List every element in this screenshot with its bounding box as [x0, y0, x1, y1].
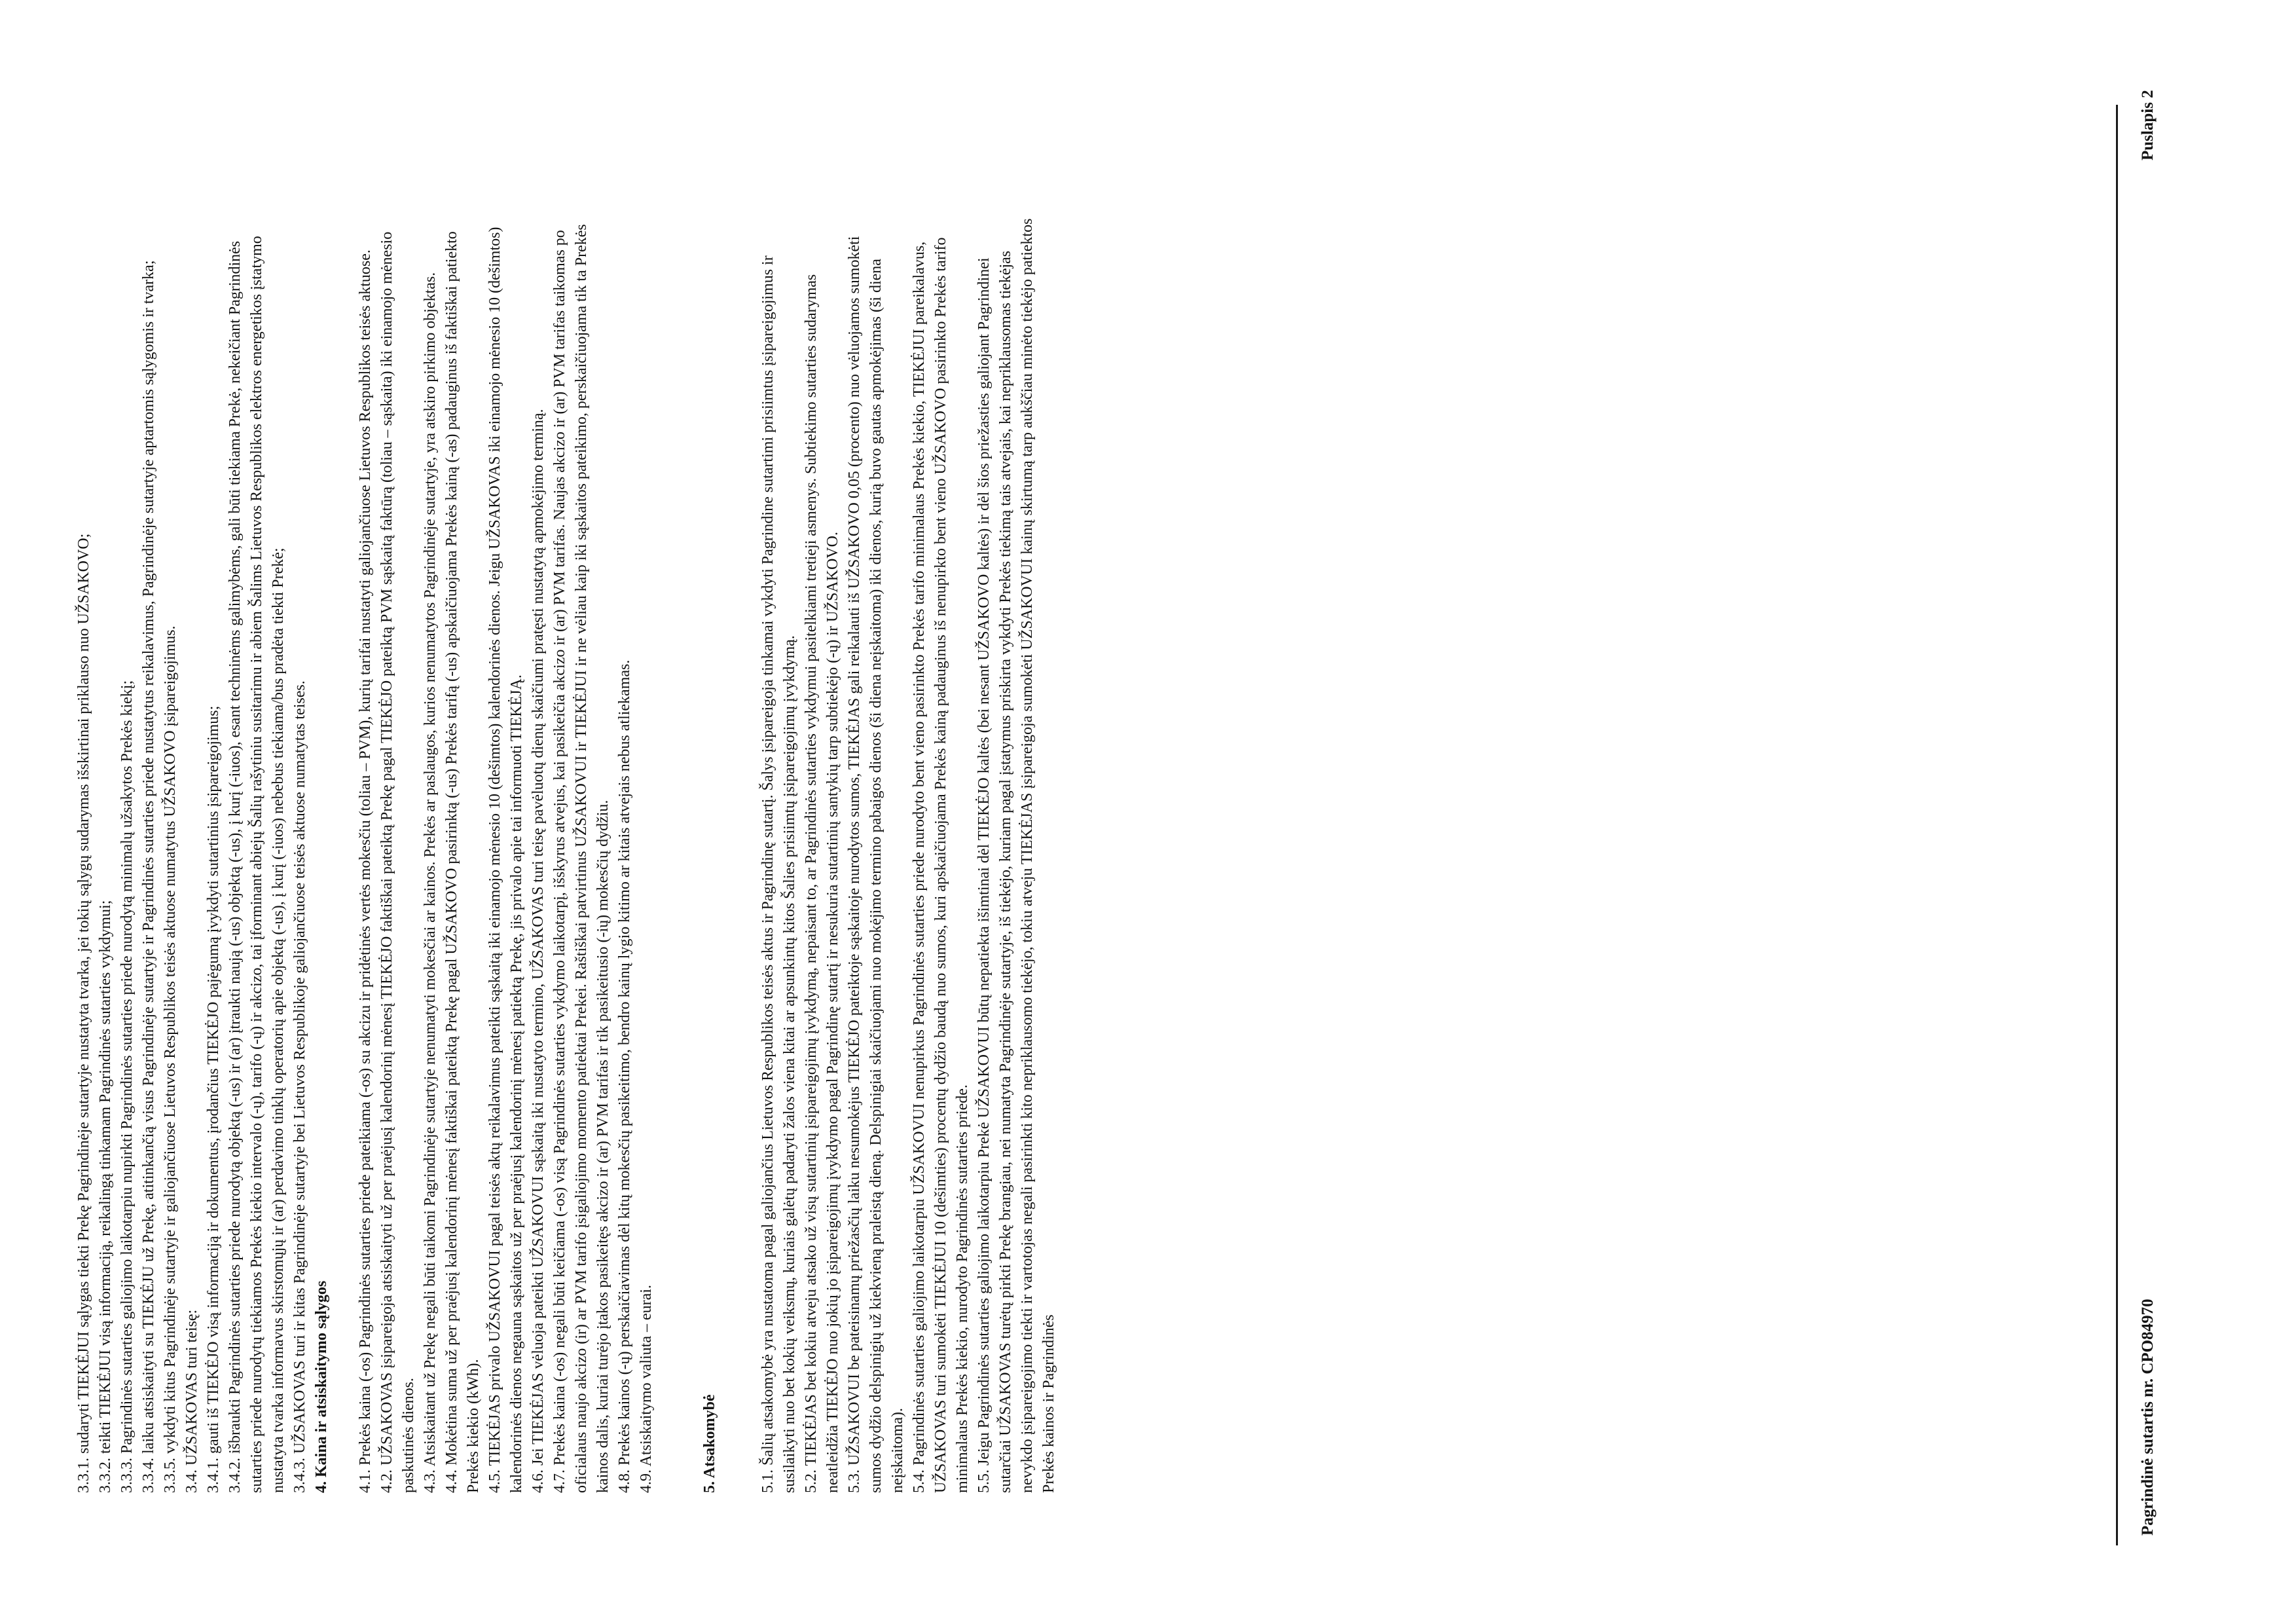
clause-4-5: 4.5. TIEKĖJAS privalo UŽSAKOVUI pagal teisės aktų reikalavimus pateikti sąskaitą iki einamojo mėnesio 10 (dešimtos) kalendorinės dienos. Jeigu UŽSAKOVAS iki einamojo mėnesio 10 (dešimtos) kalendorinės dienos negauna sąskaitos už per praėjusį kalendorinį mėnesį patiektą Prekę, jis privalo apie tai informuoti TIEKĖJĄ.	[486, 227, 525, 1493]
clause-4-4: 4.4. Mokėtina suma už per praėjusį kalendorinį mėnesį faktiškai pateiktą Prekę pagal UŽSAKOVO pasirinktą (-us) Prekės tarifą (-us) apskaičiuojama Prekės kainą (-as) padauginus iš faktiškai patiekto Prekės kiekio (kWh).	[443, 231, 482, 1493]
section-5-heading: 5. Atsakomybė	[701, 1394, 718, 1493]
clause-3-3-3: 3.3.3. Pagrindinės sutarties galiojimo laikotarpiu nupirkti Pagrindinės sutarties priede nurodytą minimalų užsakytos Prekės kiekį;	[118, 680, 136, 1493]
clause-3-3-4: 3.3.4. laiku atsiskaityti su TIEKĖJU už Prekę, atitinkančią visus Pagrindinėje sutartyje ir Pagrindinės sutarties priede nustatytus reikalavimus, Pagrindinėje sutartyje aptartomis sąlygomis ir tvarka;	[140, 260, 157, 1493]
clause-4-9: 4.9. Atsiskaitymo valiuta – eurai.	[638, 1285, 655, 1493]
clause-3-4-2: 3.4.2. išbraukti Pagrindinės sutarties priede nurodytą objektą (-us) ir (ar) įtraukti naują (-us) objektą (-us), į kurį (-iuos), esant techninėms galimybėms, gali būti tiekiama Prekė, nekeičiant Pagrindinės sutarties priede nurodytų tiekiamos Prekės kiekio intervalo (-ų), tarifo (-ų) ir akcizo, tai įforminant abiejų Šalių rašytiniu susitarimu ir abiem Šalims Lietuvos Respublikos elektros energetikos įstatymo nustatyta tvarka informavus skirstomųjų ir (ar) perdavimo tinklų operatorių apie objektą (-us), į kurį (-iuos) nebebus tiekiama/bus pradėta tiekti Prekė;	[227, 236, 287, 1493]
clause-4-7: 4.7. Prekės kaina (-os) negali būti keičiama (-os) visą Pagrindinės sutarties vykdymo laikotarpį, išskyrus atvejus, kai pasikeičia akcizo ir (ar) PVM tarifas. Naujas akcizo ir (ar) PVM tarifas taikomas po oficialaus naujo akcizo (ir) ar PVM tarifo įsigaliojimo momento patiektai Prekei. Raštiškai patvirtinus UŽSAKOVUI ir TIEKĖJUI ir ne vėliau kaip iki sąskaitos pateikimo, perskaičiuojama tik ta Prekės kainos dalis, kuriai turėjo įtakos pasikeitęs akcizo ir (ar) PVM tarifas ir tik pasikeitusio (-ių) mokesčių dydžiu.	[551, 224, 611, 1493]
clause-4-2: 4.2. UŽSAKOVAS įsipareigoja atsiskaityti už per praėjusį kalendorinį mėnesį TIEKĖJO faktiškai pateiktą Prekę pagal TIEKĖJO pateiktą PVM sąskaitą faktūrą (toliau – sąskaita) iki einamojo mėnesio paskutinės dienos.	[378, 231, 417, 1493]
clause-3-3-5: 3.3.5. vykdyti kitus Pagrindinėje sutartyje ir galiojančiuose Lietuvos Respublikos teisės aktuose numatytus UŽSAKOVO įsipareigojimus.	[162, 625, 179, 1493]
section-4-heading: 4. Kaina ir atsiskaitymo sąlygos	[313, 1280, 330, 1493]
clause-3-4-3: 3.4.3. UŽSAKOVAS turi ir kitas Pagrindinėje sutartyje bei Lietuvos Respublikoje galiojančiuose teisės aktuose numatytas teises.	[291, 680, 308, 1493]
clause-3-3-2: 3.3.2. teikti TIEKĖJUI visą informaciją, reikalingą tinkamam Pagrindinės sutarties vykdymui;	[97, 900, 114, 1493]
clause-5-5: 5.5. Jeigu Pagrindinės sutarties galiojimo laikotarpiu Prekė UŽSAKOVUI būtų nepatiekta išimtinai dėl TIEKĖJO kaltės (bei nesant UŽSAKOVO kaltės) ir dėl šios priežasties galiojant Pagrindinei sutarčiai UŽSAKOVAS turėtų pirkti Prekę brangiau, nei numatyta Pagrindinėje sutartyje, iš tiekėjo, kuriam pagal įstatymus priskirta vykdyti Prekės tiekimą tais atvejais, kai nepriklausomas tiekėjas nevykdo įsipareigojimo tiekti ir vartotojas negali pasirinkti kito nepriklausomo tiekėjo, tokiu atveju TIEKĖJAS įsipareigoja sumokėti UŽSAKOVUI kainų skirtumą tarp aukščiau minėto tiekėjo patiektos Prekės kainos ir Pagrindinės	[975, 218, 1057, 1493]
clause-5-4: 5.4. Pagrindinės sutarties galiojimo laikotarpiu UŽSAKOVUI nenupirkus Pagrindinės sutarties priede nurodyto bent vieno pasirinkto Prekės tarifo minimalaus Prekės kiekio, TIEKĖJUI pareikalavus, UŽSAKOVAS turi sumokėti TIEKĖJUI 10 (dešimties) procentų dydžio baudą nuo sumos, kuri apskaičiuojama Prekės kainą padauginus iš nenupirkto bent vieno UŽSAKOVO pasirinkto Prekės tarifo minimalaus Prekės kiekio, nurodyto Pagrindinės sutarties priede.	[911, 237, 971, 1493]
clause-5-1: 5.1. Šalių atsakomybė yra nustatoma pagal galiojančius Lietuvos Respublikos teisės aktus ir Pagrindinę sutartį. Šalys įsipareigoja tinkamai vykdyti Pagrindine sutartimi prisiimtus įsipareigojimus ir susilaikyti nuo bet kokių veiksmų, kuriais galėtų padaryti žalos viena kitai ar apsunkintų kitos Šalies prisiimtų įsipareigojimų įvykdymą.	[759, 255, 798, 1493]
footer-page-number: Puslapis 2	[2139, 90, 2157, 160]
clause-4-6: 4.6. Jei TIEKĖJAS vėluoja pateikti UŽSAKOVUI sąskaitą iki nustatyto termino, UŽSAKOVAS turi teisę pavėluotų dienų skaičiumi pratęsti nustatytą apmokėjimo terminą.	[530, 409, 547, 1493]
clause-4-8: 4.8. Prekės kainos (-ų) perskaičiavimas dėl kitų mokesčių pasikeitimo, bendro kainų lygio kitimo ar kitais atvejais nebus atliekamas.	[616, 659, 633, 1493]
clause-5-3: 5.3. UŽSAKOVUI be pateisinamų priežasčių laiku nesumokėjus TIEKĖJO pateiktoje sąskaitoje nurodytos sumos, TIEKĖJAS gali reikalauti iš UŽSAKOVO 0,05 (procento) nuo vėluojamos sumokėti sumos dydžio delspinigių už kiekvieną praleistą dieną. Delspinigiai skaičiuojami nuo mokėjimo termino pabaigos dienos (ši diena neįskaitoma) iki dienos, kurią buvo gautas apmokėjimas (ši diena neįskaitoma).	[846, 236, 906, 1493]
footer-contract-number: Pagrindinė sutartis nr. CPO84970	[2139, 1299, 2157, 1536]
clause-4-1: 4.1. Prekės kaina (-os) Pagrindinės sutarties priede pateikiama (-os) su akcizu ir pridėtinės vertės mokesčiu (toliau – PVM), kurių tarifai nustatyti galiojančiuose Lietuvos Respublikos teisės aktuose.	[357, 249, 374, 1493]
footer-divider	[2116, 105, 2118, 1545]
clause-4-3: 4.3. Atsiskaitant už Prekę negali būti taikomi Pagrindinėje sutartyje nenumatyti mokesčiai ar kainos. Prekės ar paslaugos, kurios nenumatytos Pagrindinėje sutartyje, yra atskiro pirkimo objektas.	[422, 272, 439, 1493]
document-body	[73, 210, 1060, 1493]
clause-3-4: 3.4. UŽSAKOVAS turi teisę:	[183, 1309, 200, 1493]
clause-3-4-1: 3.4.1. gauti iš TIEKĖJO visą informaciją ir dokumentus, įrodančius TIEKĖJO pajėgumą įvykdyti sutartinius įsipareigojimus;	[205, 705, 222, 1493]
clause-3-3-1: 3.3.1. sudaryti TIEKĖJUI sąlygas tiekti Prekę Pagrindinėje sutartyje nustatyta tvarka, jei tokių sąlygų sudarymas išskirtinai priklauso nuo UŽSAKOVO;	[75, 533, 92, 1493]
clause-5-2: 5.2. TIEKĖJAS bet kokiu atveju atsako už visų sutartinių įsipareigojimų įvykdymą, nepaisant to, ar Pagrindinės sutarties vykdymui pasitelkiami tretieji asmenys. Subtiekimo sutarties sudarymas neatleidžia TIEKĖJO nuo jokių jo įsipareigojimų įvykdymo pagal Pagrindinę sutartį ir nesukuria sutartinių santykių tarp subtiekėjo (-ų) ir UŽSAKOVO.	[803, 274, 841, 1493]
